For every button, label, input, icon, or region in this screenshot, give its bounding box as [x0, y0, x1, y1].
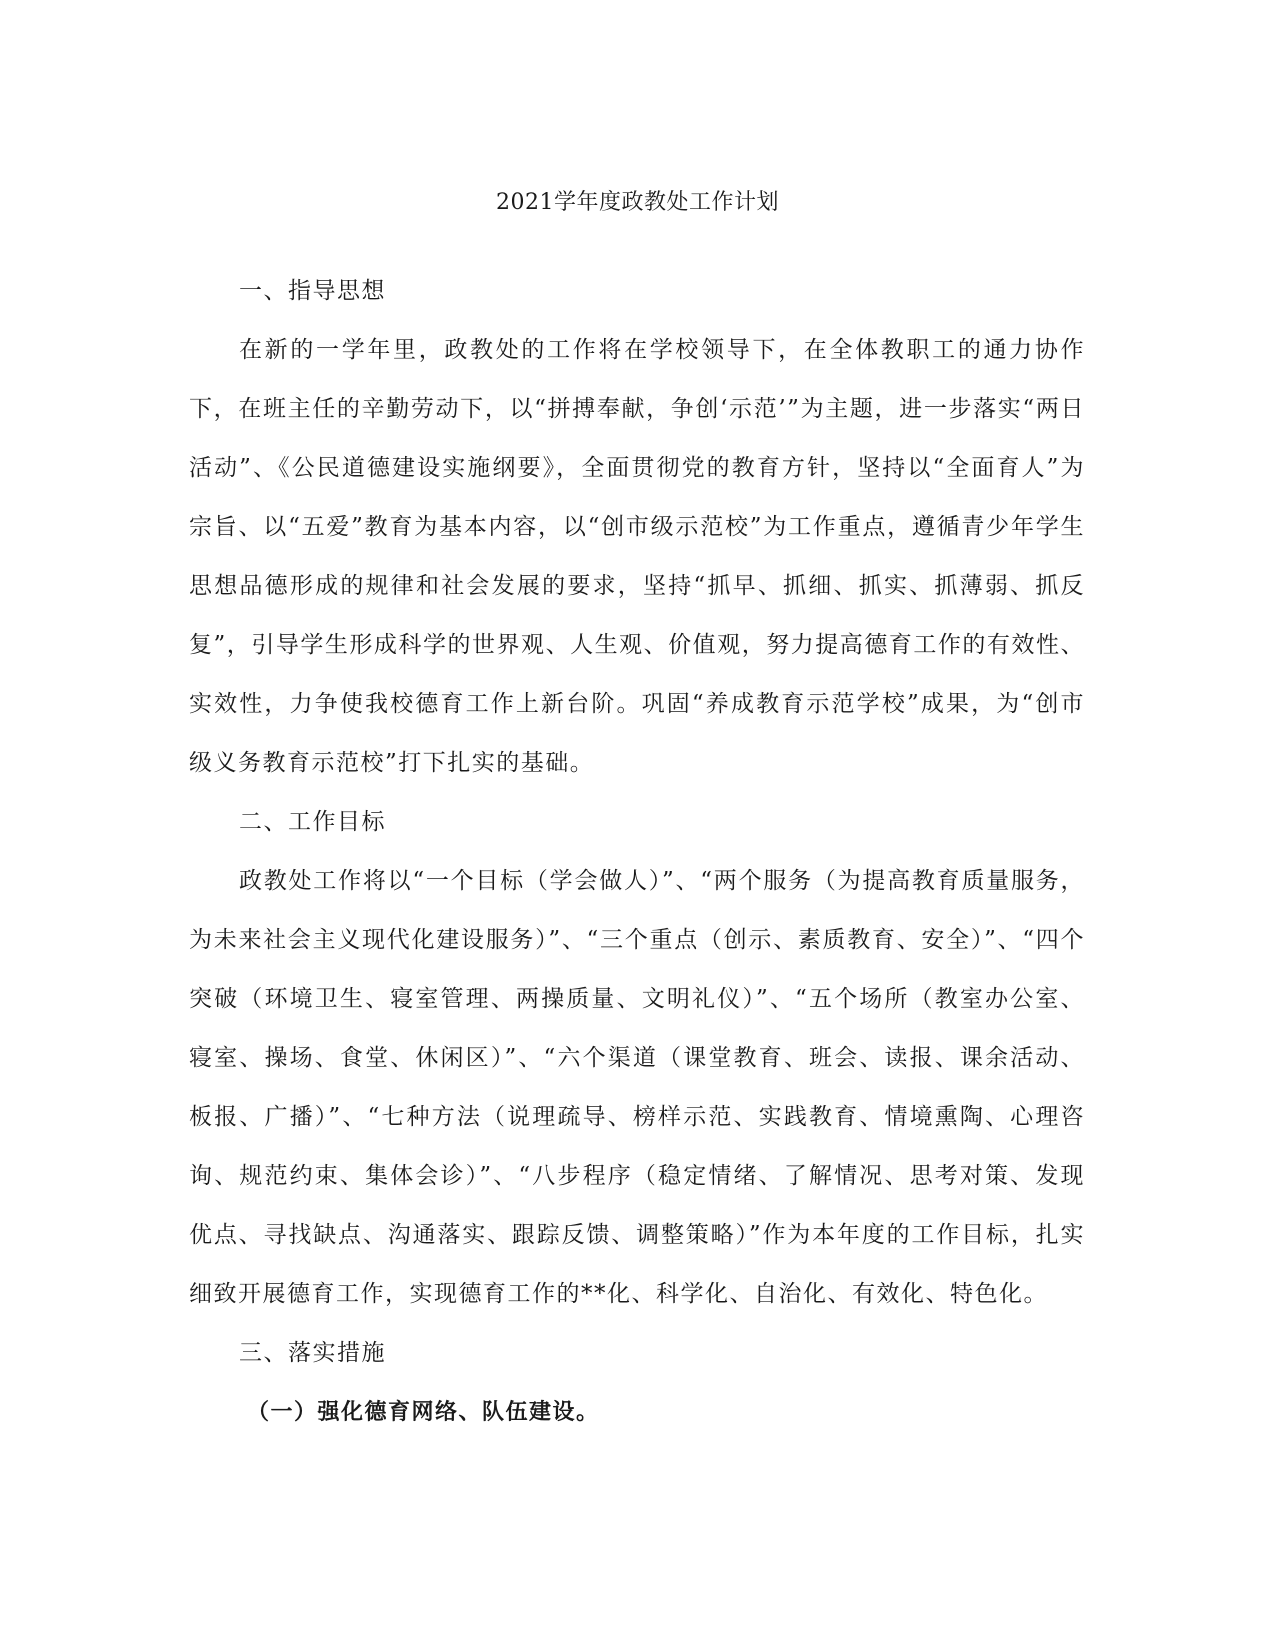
document-body [189, 262, 1085, 1442]
section-heading-measures: 三、落实措施 [239, 1340, 386, 1366]
section-heading-guiding-ideology: 一、指导思想 [239, 278, 386, 304]
document-title: 2021学年度政教处工作计划 [496, 190, 779, 215]
paragraph-work-goals: 政教处工作将以“一个目标（学会做人）”、“两个服务（为提高教育质量服务，为未来社会主义现代化建设服务）”、“三个重点（创示、素质教育、安全）”、“四个突破（环境卫生、寝室管理、两操质量、文明礼仪）”、“五个场所（教室办公室、寝室、操场、食堂、休闲区）”、“六个渠道（课堂教育、班会、读报、课余活动、板报、广播）”、“七种方法（说理疏导、榜样示范、实践教育、情境熏陶、心理咨询、规范约束、集体会诊）”、“八步程序（稳定情绪、了解情况、思考对策、发现优点、寻找缺点、沟通落实、跟踪反馈、调整策略）”作为本年度的工作目标，扎实细致开展德育工作，实现德育工作的**化、科学化、自治化、有效化、特色化。 [189, 868, 1085, 1307]
subsection-heading-moral-network: （一）强化德育网络、队伍建设。 [247, 1400, 600, 1425]
section-heading-work-goals: 二、工作目标 [239, 809, 386, 835]
paragraph-guiding-ideology: 在新的一学年里，政教处的工作将在学校领导下，在全体教职工的通力协作下，在班主任的辛勤劳动下，以“拼搏奉献，争创‘示范’”为主题，进一步落实“两日活动”、《公民道德建设实施纲要》，全面贯彻党的教育方针，坚持以“全面育人”为宗旨、以“五爱”教育为基本内容，以“创市级示范校”为工作重点，遵循青少年学生思想品德形成的规律和社会发展的要求，坚持“抓早、抓细、抓实、抓薄弱、抓反复”，引导学生形成科学的世界观、人生观、价值观，努力提高德育工作的有效性、实效性，力争使我校德育工作上新台阶。巩固“养成教育示范学校”成果，为“创市级义务教育示范校”打下扎实的基础。 [189, 337, 1085, 776]
